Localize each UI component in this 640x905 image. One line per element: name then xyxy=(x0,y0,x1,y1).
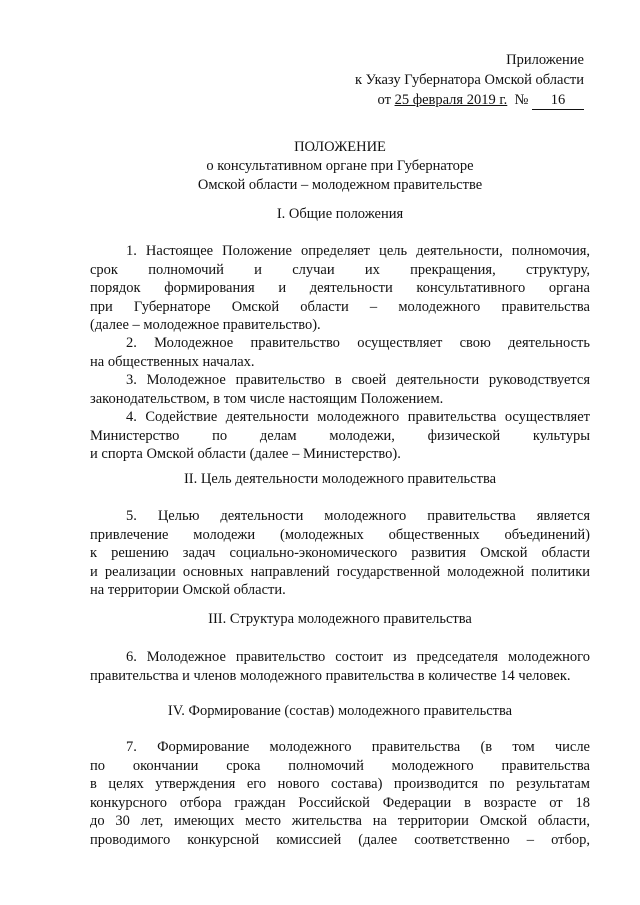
paragraph-line: 3. Молодежное правительство в своей деятельности руководствуется xyxy=(126,372,590,388)
paragraph-line: 2. Молодежное правительство осуществляет свою деятельность xyxy=(126,335,590,351)
paragraph-line: на общественных началах. xyxy=(90,353,255,370)
appendix-date: 25 февраля 2019 г. xyxy=(394,92,508,108)
paragraph-line: Министерство по делам молодежи, физической культуры xyxy=(90,427,590,444)
paragraph-7 xyxy=(90,738,590,849)
paragraph-line: 7. Формирование молодежного правительства (в том числе xyxy=(126,739,590,755)
paragraph-line: и реализации основных направлений государственной молодежной политики xyxy=(90,563,590,580)
paragraph-line: порядок формирования и деятельности консультативного органа xyxy=(90,280,590,296)
paragraph-line: правительства и членов молодежного правительства в количестве 14 человек. xyxy=(90,667,571,684)
paragraph-line: 5. Целью деятельности молодежного правительства является xyxy=(126,508,590,524)
appendix-date-prefix: от xyxy=(377,92,395,108)
section-heading-4: IV. Формирование (состав) молодежного правительства xyxy=(167,703,513,719)
appendix-date-line xyxy=(355,90,584,110)
document-title: ПОЛОЖЕНИЕ xyxy=(294,139,386,155)
paragraph-line: при Губернаторе Омской области – молодежного правительства xyxy=(90,298,590,315)
appendix-number: 16 xyxy=(532,92,584,110)
paragraph-line: срок полномочий и случаи их прекращения, структуру, xyxy=(90,261,590,278)
paragraph-line: в целях утверждения его нового состава) производится по результатам xyxy=(90,776,590,792)
paragraph-4 xyxy=(90,408,590,464)
paragraph-line: проводимого конкурсной комиссией (далее соответственно – отбор, xyxy=(90,831,590,848)
section-heading-2: II. Цель деятельности молодежного правительства xyxy=(183,471,497,487)
paragraph-line: 4. Содействие деятельности молодежного правительства осуществляет xyxy=(126,409,590,425)
paragraph-line: и спорта Омской области (далее – Министерство). xyxy=(90,446,401,462)
paragraph-line: законодательством, в том числе настоящим Положением. xyxy=(90,390,444,407)
paragraph-1 xyxy=(90,242,590,335)
section-heading-3: III. Структура молодежного правительства xyxy=(208,611,472,627)
appendix-number-label: № xyxy=(514,92,529,108)
paragraph-line: до 30 лет, имеющих место жительства на территории Омской области, xyxy=(90,813,590,829)
paragraph-2 xyxy=(90,334,590,371)
document-title-block xyxy=(90,138,590,195)
paragraph-5 xyxy=(90,507,590,600)
paragraph-line: на территории Омской области. xyxy=(90,582,286,598)
paragraph-line: (далее – молодежное правительство). xyxy=(90,317,321,333)
paragraph-line: конкурсного отбора граждан Российской Федерации в возрасте от 18 xyxy=(90,794,590,811)
document-subtitle-2: Омской области – молодежном правительстве xyxy=(197,177,483,193)
document-subtitle-1: о консультативном органе при Губернаторе xyxy=(206,158,474,174)
paragraph-line: 1. Настоящее Положение определяет цель деятельности, полномочия, xyxy=(126,243,590,259)
paragraph-6 xyxy=(90,648,590,685)
paragraph-line: по окончании срока полномочий молодежного правительства xyxy=(90,757,590,774)
paragraph-3 xyxy=(90,371,590,408)
paragraph-line: 6. Молодежное правительство состоит из председателя молодежного xyxy=(126,649,590,665)
appendix-header xyxy=(355,50,584,110)
appendix-title: Приложение xyxy=(506,52,584,68)
section-heading-1: I. Общие положения xyxy=(276,206,404,222)
paragraph-line: к решению задач социально-экономического развития Омской области xyxy=(90,545,590,561)
paragraph-line: привлечение молодежи (молодежных общественных объединений) xyxy=(90,526,590,543)
appendix-decree-ref: к Указу Губернатора Омской области xyxy=(354,72,584,88)
